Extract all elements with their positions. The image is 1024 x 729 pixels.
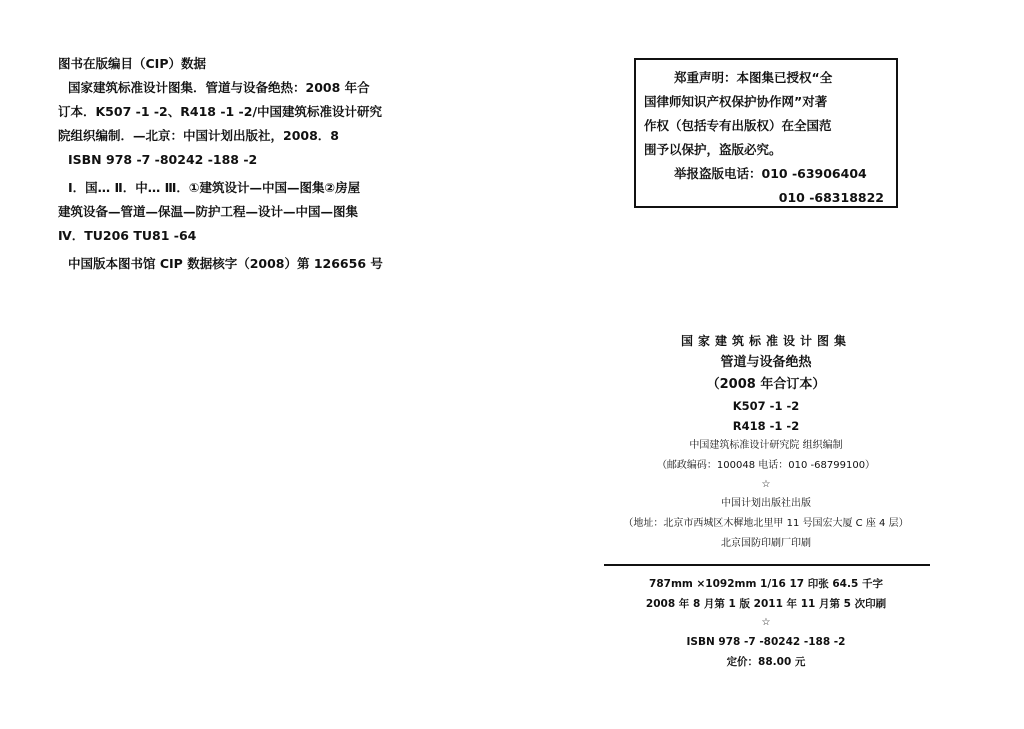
cip-classification: Ⅳ．TU206 TU81 -64 xyxy=(58,228,197,243)
cip-isbn: ISBN 978 -7 -80242 -188 -2 xyxy=(68,152,258,167)
price: 定价：88.00 元 xyxy=(726,656,806,668)
notice-line: 围予以保护，盗版必究。 xyxy=(644,142,782,157)
star-icon: ☆ xyxy=(761,479,771,490)
anti-piracy-phone: 举报盗版电话：010 -63906404 xyxy=(674,166,867,181)
cip-entry-line: 国家建筑标准设计图集．管道与设备绝热：2008 年合 xyxy=(68,80,370,95)
book-title: 管道与设备绝热 xyxy=(720,355,812,370)
copyright-notice-box xyxy=(634,58,898,208)
series-name: 国家建筑标准设计图集 xyxy=(680,334,851,348)
printer: 北京国防印刷厂印刷 xyxy=(721,538,811,549)
cip-subject-line: 建筑设备—管道—保温—防护工程—设计—中国—图集 xyxy=(58,204,359,219)
colophon xyxy=(596,330,936,672)
print-history: 2008 年 8 月第 1 版 2011 年 11 月第 5 次印刷 xyxy=(645,598,887,610)
compiler-contact: （邮政编码：100048 电话：010 -68799100） xyxy=(656,460,876,471)
compiler: 中国建筑标准设计研究院 组织编制 xyxy=(689,440,843,451)
divider xyxy=(604,564,930,566)
cip-entry-line: 院组织编制．—北京：中国计划出版社，2008．8 xyxy=(58,128,339,143)
notice-line: 国律师知识产权保护协作网”对著 xyxy=(644,94,828,109)
anti-piracy-phone-2: 010 -68318822 xyxy=(778,190,884,205)
publisher: 中国计划出版社出版 xyxy=(721,498,811,509)
cip-subject-line: Ⅰ．国… Ⅱ．中… Ⅲ．①建筑设计—中国—图集②房屋 xyxy=(68,180,361,195)
standard-code: K507 -1 -2 xyxy=(732,399,800,413)
cip-number: 中国版本图书馆 CIP 数据核字（2008）第 126656 号 xyxy=(68,256,383,271)
cip-data-block xyxy=(58,52,458,276)
star-icon: ☆ xyxy=(761,617,771,628)
notice-line: 郑重声明：本图集已授权“全 xyxy=(674,70,833,85)
edition: （2008 年合订本） xyxy=(706,377,826,392)
notice-line: 作权（包括专有出版权）在全国范 xyxy=(644,118,832,133)
cip-entry-line: 订本．K507 -1 -2、R418 -1 -2/中国建筑标准设计研究 xyxy=(58,104,383,119)
print-specs: 787mm ×1092mm 1/16 17 印张 64.5 千字 xyxy=(649,578,883,590)
cip-heading: 图书在版编目（CIP）数据 xyxy=(58,56,206,71)
standard-code: R418 -1 -2 xyxy=(732,419,800,433)
isbn: ISBN 978 -7 -80242 -188 -2 xyxy=(686,636,846,648)
publisher-address: （地址：北京市西城区木樨地北里甲 11 号国宏大厦 C 座 4 层） xyxy=(623,518,909,529)
